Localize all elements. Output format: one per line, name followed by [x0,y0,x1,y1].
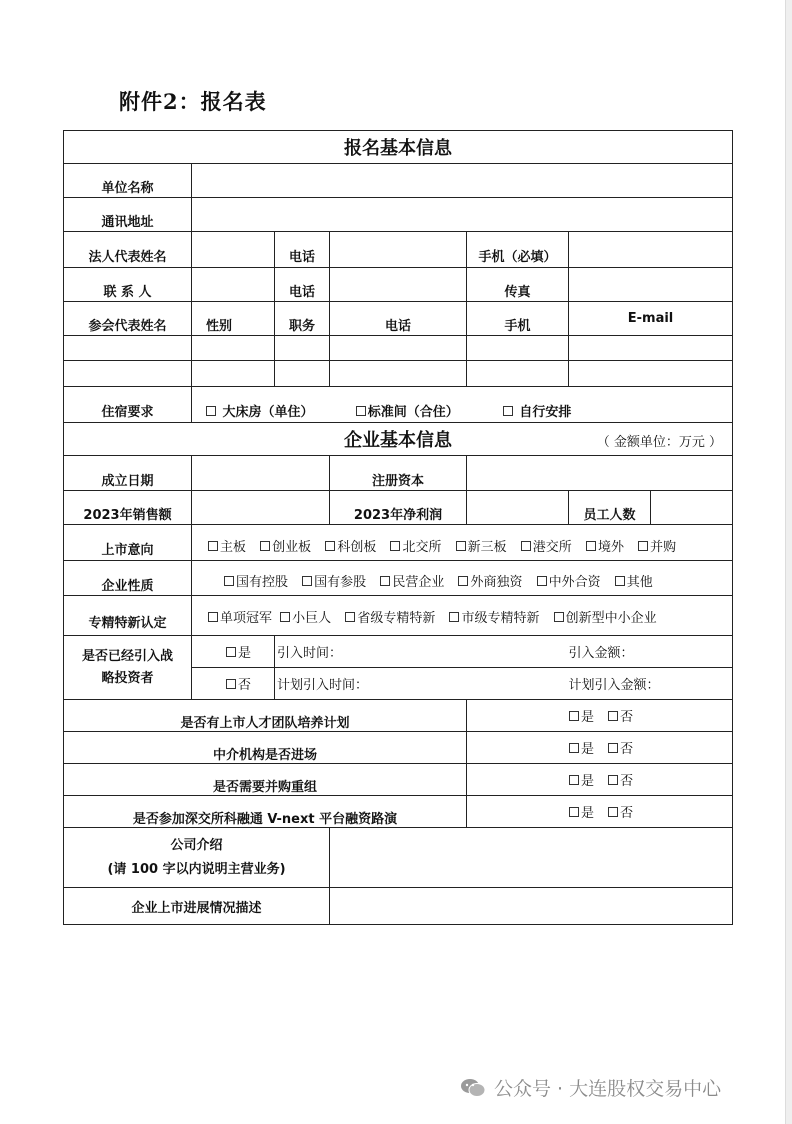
profit-2023-field[interactable] [467,491,569,525]
employees-label: 员工人数 [569,491,651,525]
listing-option-7[interactable]: 并购 [638,536,676,555]
address-label: 通讯地址 [64,198,192,232]
sales-2023-field[interactable] [192,491,330,525]
reg-capital-label: 注册资本 [330,456,467,491]
checkbox-icon [226,679,236,689]
agency-answer[interactable] [467,732,733,764]
roadshow-answer[interactable] [467,796,733,828]
intro-amount-cell[interactable] [569,636,733,668]
attendee-1-email[interactable] [569,336,733,361]
roadshow-no-option[interactable]: 否 [608,802,633,821]
page-title: 附件2：报名表 [119,89,267,114]
checkbox-icon [586,541,596,551]
found-date-field[interactable] [192,456,330,491]
agency-yes-option[interactable]: 是 [569,738,594,757]
merger-question: 是否需要并购重组 [64,764,467,796]
agency-question: 中介机构是否进场 [64,732,467,764]
attendee-2-email[interactable] [569,361,733,387]
email-header: E-mail [569,302,733,336]
listing-progress-field[interactable] [330,888,733,925]
checkbox-icon [456,541,466,551]
address-field[interactable] [192,198,733,232]
plan-time-cell[interactable] [275,668,569,700]
checkbox-icon [521,541,531,551]
special-option-2[interactable]: 省级专精特新 [345,607,435,626]
checkbox-icon [503,406,513,416]
nature-option-2[interactable]: 民营企业 [380,571,444,590]
employees-field[interactable] [651,491,733,525]
watermark [460,1074,721,1101]
contact-phone-label: 电话 [275,268,330,302]
checkbox-icon [280,612,290,622]
checkbox-icon [608,807,618,817]
fax-field[interactable] [569,268,733,302]
checkbox-icon [208,612,218,622]
legal-rep-field[interactable] [192,232,275,268]
strategic-label-line-2: 略投资者 [101,670,154,686]
checkbox-icon [554,612,564,622]
checkbox-icon [224,576,234,586]
nature-option-3[interactable]: 外商独资 [458,571,522,590]
mobile-required-label: 手机（必填） [467,232,569,268]
fax-label: 传真 [467,268,569,302]
nature-option-1[interactable]: 国有参股 [302,571,366,590]
contact-field[interactable] [192,268,275,302]
special-option-4[interactable]: 创新型中小企业 [554,607,657,626]
checkbox-icon [260,541,270,551]
strategic-investor-label [64,636,192,700]
listing-option-4[interactable]: 新三板 [456,536,507,555]
nature-option-5[interactable]: 其他 [615,571,653,590]
basic-section-header: 报名基本信息 [64,131,733,164]
phone-header: 电话 [330,302,467,336]
unit-name-label: 单位名称 [64,164,192,198]
strategic-yes-cell[interactable]: 是 [192,636,275,668]
legal-mobile-field[interactable] [569,232,733,268]
intro-amount-label: 引入金额： [568,646,634,661]
attendee-2-name[interactable] [64,361,192,387]
strategic-label-line-1: 是否已经引入战 [81,648,173,664]
checkbox-icon [569,775,579,785]
checkbox-icon [208,541,218,551]
position-header: 职务 [275,302,330,336]
roadshow-question: 是否参加深交所科融通 V-next 平台融资路演 [64,796,467,828]
profit-2023-label: 2023年净利润 [330,491,467,525]
attendee-name-header: 参会代表姓名 [64,302,192,336]
checkbox-icon [569,711,579,721]
checkbox-icon [569,807,579,817]
attendee-1-phone[interactable] [330,336,467,361]
lodging-option-2[interactable]: 自行安排 [503,401,572,420]
checkbox-icon [569,743,579,753]
watermark-text: 公众号 · 大连股权交易中心 [494,1078,722,1100]
company-intro-label [64,828,330,888]
special-option-0[interactable]: 单项冠军 [208,607,272,626]
checkbox-icon [390,541,400,551]
company-intro-title: 公司介绍 [170,837,223,853]
attendee-2-gender[interactable] [192,361,275,387]
listing-option-0[interactable]: 主板 [208,536,246,555]
plan-time-label: 计划引入时间： [277,678,369,693]
wechat-icon [460,1078,486,1098]
gender-header: 性别 [192,302,275,336]
found-date-label: 成立日期 [64,456,192,491]
listing-option-5[interactable]: 港交所 [521,536,572,555]
nature-option-0[interactable]: 国有控股 [224,571,288,590]
legal-phone-field[interactable] [330,232,467,268]
special-option-3[interactable]: 市级专精特新 [449,607,539,626]
attendee-1-gender[interactable] [192,336,275,361]
checkbox-icon [638,541,648,551]
roadshow-yes-option[interactable]: 是 [569,802,594,821]
listing-option-6[interactable]: 境外 [586,536,624,555]
amount-unit-note: （ 金额单位：万元 ） [596,435,723,450]
listing-option-1[interactable]: 创业板 [260,536,311,555]
checkbox-icon [537,576,547,586]
checkbox-icon [302,576,312,586]
special-label: 专精特新认定 [64,596,192,636]
checkbox-icon [608,775,618,785]
lodging-option-0[interactable]: 大床房（单住） [206,401,314,420]
strategic-no-cell[interactable]: 否 [192,668,275,700]
page-edge [785,0,792,1124]
listing-option-3[interactable]: 北交所 [390,536,441,555]
listing-progress-label: 企业上市进展情况描述 [64,888,330,925]
company-intro-hint: (请 100 字以内说明主营业务) [107,861,286,877]
checkbox-icon [608,711,618,721]
checkbox-icon [356,406,366,416]
checkbox-icon [325,541,335,551]
checkbox-icon [226,647,236,657]
lodging-option-1[interactable]: 标准间（合住） [356,401,459,420]
legal-rep-label: 法人代表姓名 [64,232,192,268]
talent-plan-answer[interactable] [467,700,733,732]
attendee-1-position[interactable] [275,336,330,361]
lodging-label: 住宿要求 [64,387,192,423]
sales-2023-label: 2023年销售额 [64,491,192,525]
contact-label: 联 系 人 [64,268,192,302]
talent-yes-option[interactable]: 是 [569,706,594,725]
unit-name-field[interactable] [192,164,733,198]
attendee-2-mobile[interactable] [467,361,569,387]
intro-time-label: 引入时间： [277,646,343,661]
checkbox-icon [206,406,216,416]
talent-plan-question: 是否有上市人才团队培养计划 [64,700,467,732]
attendee-2-phone[interactable] [330,361,467,387]
checkbox-icon [458,576,468,586]
checkbox-icon [449,612,459,622]
checkbox-icon [608,743,618,753]
plan-amount-label: 计划引入金额： [568,678,660,693]
merger-no-option[interactable]: 否 [608,770,633,789]
mobile-header: 手机 [467,302,569,336]
listing-intent-label: 上市意向 [64,525,192,561]
checkbox-icon [380,576,390,586]
company-section-title: 企业基本信息 [344,430,452,451]
plan-amount-cell[interactable] [569,668,733,700]
reg-capital-field[interactable] [467,456,733,491]
nature-option-4[interactable]: 中外合资 [537,571,601,590]
legal-phone-label: 电话 [275,232,330,268]
attendee-1-mobile[interactable] [467,336,569,361]
listing-option-2[interactable]: 科创板 [325,536,376,555]
talent-no-option[interactable]: 否 [608,706,633,725]
company-section-header [64,423,733,456]
agency-no-option[interactable]: 否 [608,738,633,757]
registration-form [63,130,733,925]
checkbox-icon [615,576,625,586]
merger-answer[interactable] [467,764,733,796]
company-intro-field[interactable] [330,828,733,888]
attendee-1-name[interactable] [64,336,192,361]
intro-time-cell[interactable] [275,636,569,668]
special-option-1[interactable]: 小巨人 [280,607,331,626]
checkbox-icon [345,612,355,622]
nature-label: 企业性质 [64,561,192,596]
attendee-2-position[interactable] [275,361,330,387]
merger-yes-option[interactable]: 是 [569,770,594,789]
contact-phone-field[interactable] [330,268,467,302]
